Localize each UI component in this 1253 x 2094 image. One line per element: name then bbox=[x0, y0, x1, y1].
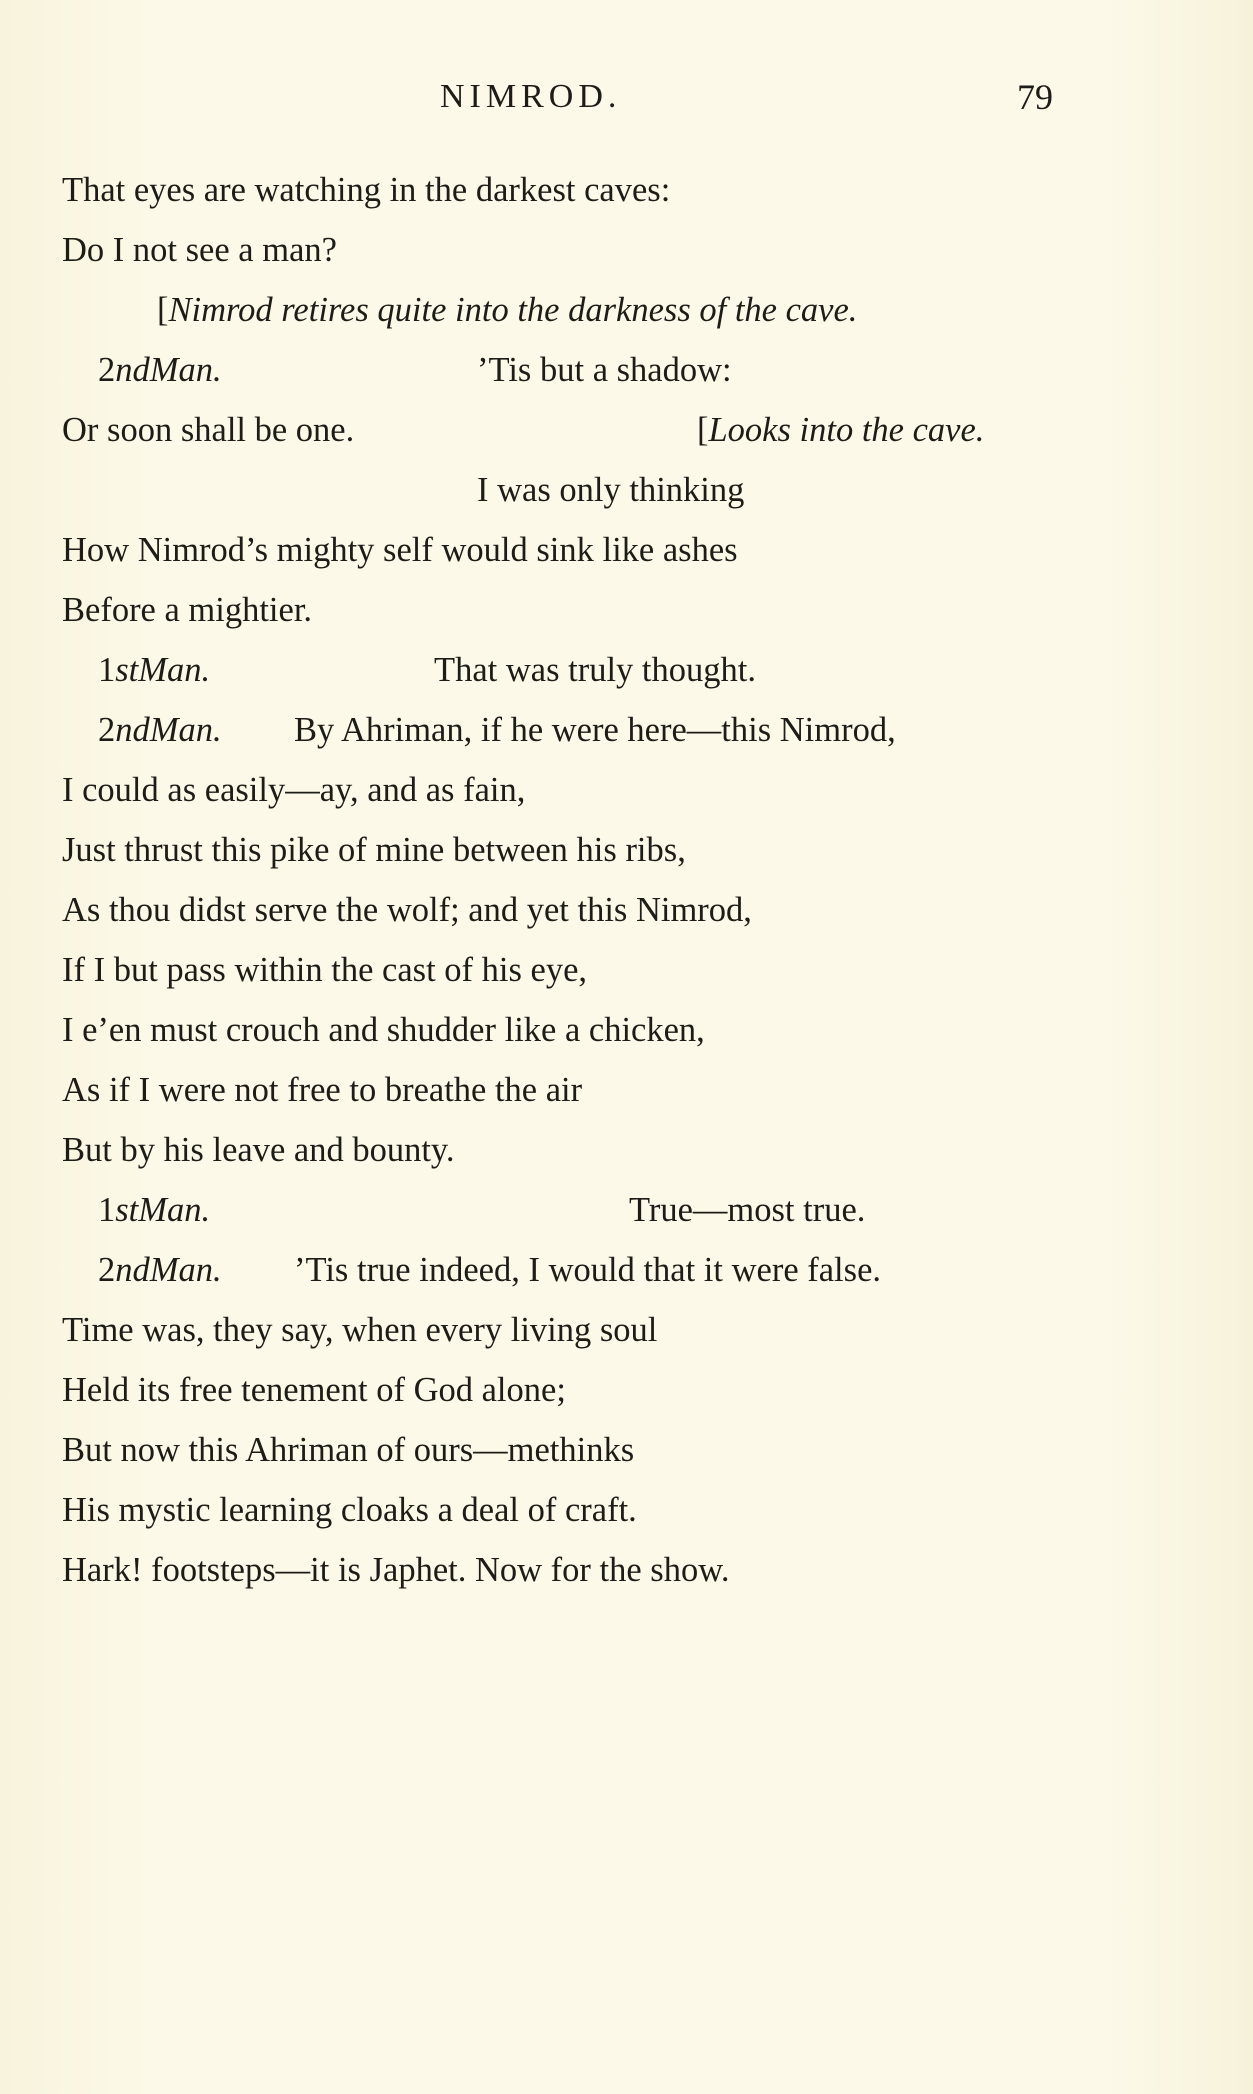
line-text: But now this Ahriman of ours—methinks bbox=[62, 1431, 635, 1469]
line-text: Held its free tenement of God alone; bbox=[62, 1371, 566, 1409]
verse-line bbox=[62, 1305, 1072, 1365]
line-text: As thou didst serve the wolf; and yet this Nimrod, bbox=[62, 891, 752, 929]
verse-line bbox=[62, 1485, 1072, 1545]
verse-line bbox=[62, 1005, 1072, 1065]
stage-direction bbox=[697, 405, 984, 455]
speech-line bbox=[62, 1245, 1072, 1305]
stage-direction-text: Looks into the cave. bbox=[708, 411, 985, 449]
speaker-label: 2ndMan. bbox=[98, 1251, 222, 1289]
line-text: Before a mightier. bbox=[62, 591, 313, 629]
line-text: Or soon shall be one. bbox=[62, 411, 355, 449]
line-text: Do I not see a man? bbox=[62, 231, 337, 269]
verse-line bbox=[62, 945, 1072, 1005]
verse-line bbox=[62, 1545, 1072, 1605]
verse-line bbox=[62, 525, 1072, 585]
verse-line bbox=[62, 585, 1072, 645]
line-text: If I but pass within the cast of his eye, bbox=[62, 951, 588, 989]
speech-line bbox=[62, 645, 1072, 705]
speaker-label: 1stMan. bbox=[98, 1191, 211, 1229]
page-number: 79 bbox=[1017, 77, 1053, 117]
line-text: How Nimrod’s mighty self would sink like ashes bbox=[62, 531, 738, 569]
speech-line bbox=[62, 705, 1072, 765]
verse-line bbox=[62, 405, 1072, 465]
line-text: As if I were not free to breathe the air bbox=[62, 1071, 583, 1109]
speech-line bbox=[62, 345, 1072, 405]
verse-line bbox=[62, 225, 1072, 285]
verse-line bbox=[62, 165, 1072, 225]
verse-line bbox=[62, 885, 1072, 945]
line-text: His mystic learning cloaks a deal of craft. bbox=[62, 1491, 637, 1529]
line-text: By Ahriman, if he were here—this Nimrod, bbox=[294, 711, 896, 749]
verse-line bbox=[62, 1065, 1072, 1125]
speaker-label: 1stMan. bbox=[98, 651, 211, 689]
line-text: True—most true. bbox=[629, 1191, 866, 1229]
verse-line bbox=[62, 465, 1072, 525]
line-text: That eyes are watching in the darkest caves: bbox=[62, 171, 671, 209]
line-text: I was only thinking bbox=[477, 471, 745, 509]
stage-direction-text: Nimrod retires quite into the darkness of the cave. bbox=[168, 291, 858, 329]
line-text: Hark! footsteps—it is Japhet. Now for the show. bbox=[62, 1551, 730, 1589]
speech-line bbox=[62, 1185, 1072, 1245]
line-text: Time was, they say, when every living soul bbox=[62, 1311, 658, 1349]
verse-line bbox=[62, 765, 1072, 825]
line-text: ’Tis true indeed, I would that it were false. bbox=[294, 1251, 882, 1289]
speaker-label: 2ndMan. bbox=[98, 351, 222, 389]
line-text: ’Tis but a shadow: bbox=[477, 351, 732, 389]
line-text: I e’en must crouch and shudder like a chicken, bbox=[62, 1011, 705, 1049]
running-head bbox=[0, 72, 1253, 122]
stage-bracket: [ bbox=[697, 411, 709, 449]
stage-direction bbox=[157, 285, 857, 335]
verse-line bbox=[62, 1425, 1072, 1485]
line-text: I could as easily—ay, and as fain, bbox=[62, 771, 526, 809]
stage-bracket: [ bbox=[157, 291, 169, 329]
verse-line bbox=[62, 1125, 1072, 1185]
verse-line bbox=[62, 825, 1072, 885]
verse-text bbox=[62, 165, 1072, 1605]
verse-line bbox=[62, 1365, 1072, 1425]
line-text: Just thrust this pike of mine between his ribs, bbox=[62, 831, 686, 869]
line-text: That was truly thought. bbox=[434, 651, 756, 689]
running-title: NIMROD. bbox=[440, 78, 622, 115]
stage-direction-line bbox=[62, 285, 1072, 345]
line-text: But by his leave and bounty. bbox=[62, 1131, 455, 1169]
speaker-label: 2ndMan. bbox=[98, 711, 222, 749]
